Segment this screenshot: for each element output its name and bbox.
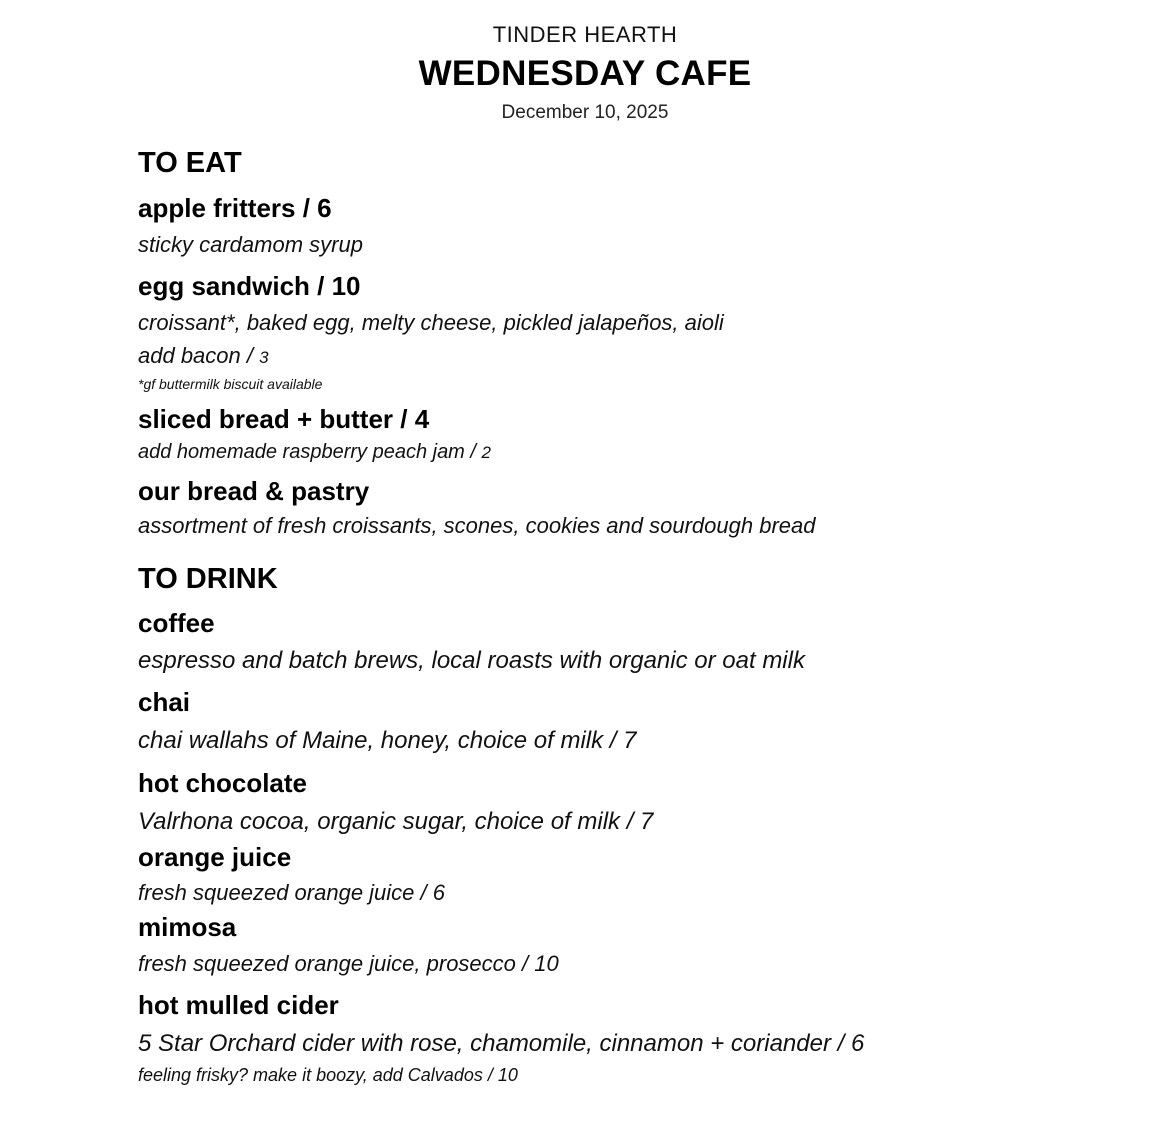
item-coffee-desc: espresso and batch brews, local roasts with organic or oat milk [138,647,805,674]
restaurant-name: TINDER HEARTH [492,22,678,47]
item-sliced-bread: sliced bread + butter / 4 [138,404,430,434]
item-mimosa: mimosa [138,912,237,942]
page-title: WEDNESDAY CAFE [418,54,752,93]
item-hot-chocolate: hot chocolate [138,768,308,798]
item-chai: chai [138,687,191,717]
item-apple-fritters: apple fritters / 6 [138,193,332,223]
addon-label: add homemade raspberry peach jam / [138,441,482,463]
addon-label: add bacon / [138,343,260,368]
item-apple-fritters-desc: sticky cardamom syrup [138,232,363,257]
addon-price: 3 [259,348,269,367]
item-egg-sandwich-desc: croissant*, baked egg, melty cheese, pickled jalapeños, aioli [138,310,724,335]
section-heading-drink: TO DRINK [138,563,278,595]
item-egg-sandwich-addon [138,343,269,369]
item-bread-pastry-desc: assortment of fresh croissants, scones, cookies and sourdough bread [138,513,816,538]
item-hot-mulled-cider-note: feeling frisky? make it boozy, add Calvados / 10 [138,1065,518,1085]
item-orange-juice-desc: fresh squeezed orange juice / 6 [138,880,445,905]
item-sliced-bread-addon [138,441,491,464]
item-chai-desc: chai wallahs of Maine, honey, choice of milk / 7 [138,727,637,754]
item-egg-sandwich: egg sandwich / 10 [138,271,361,301]
item-hot-chocolate-desc: Valrhona cocoa, organic sugar, choice of milk / 7 [138,808,654,835]
section-heading-eat: TO EAT [138,147,242,179]
item-egg-sandwich-note: *gf buttermilk biscuit available [138,376,323,392]
item-bread-pastry: our bread & pastry [138,476,370,506]
item-coffee: coffee [138,608,215,638]
addon-price: 2 [481,443,491,462]
item-mimosa-desc: fresh squeezed orange juice, prosecco / 10 [138,951,559,976]
menu-date: December 10, 2025 [501,102,669,123]
item-hot-mulled-cider-desc: 5 Star Orchard cider with rose, chamomile, cinnamon + coriander / 6 [138,1030,865,1057]
item-orange-juice: orange juice [138,842,292,872]
item-hot-mulled-cider: hot mulled cider [138,990,339,1020]
